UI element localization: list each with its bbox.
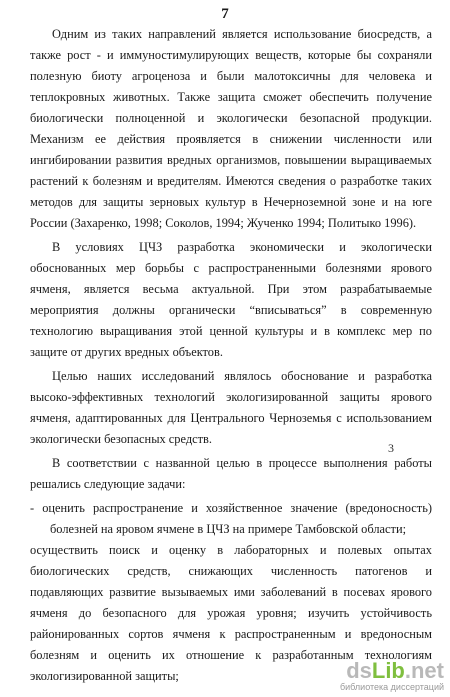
watermark-logo [324,660,444,693]
task-bullet: - оценить распространение и хозяйственное значение (вредоносность) болезней на яровом ячмене в ЦЧЗ на примере Тамбовской области; [30,501,432,536]
watermark-net: .net [404,658,444,683]
paragraph-tasks-intro: В соответствии с названной целью в процессе выполнения работы решались следующие задачи: [30,456,432,491]
paragraph-biosredstva: Одним из таких направлений является использование биосредств, а также рост - и иммуностимулирующих веществ, которые бы сохраняли полезную биоту агроценоза и были малотоксичны для человека и теплокровных животных. Также защита сможет обеспечить получение биологически полноценной и экологически безопасной продукции. Механизм ее действия проявляется в снижении численности или ингибировании развития вредных организмов, повышении выращиваемых растений к болезням и вредителям. Имеются сведения о разработке таких методов для защиты зерновых культур в Нечерноземной зоне и на юге России (Захаренко, 1998; Соколов, 1994; Жученко 1994; Политыко 1996). [30,27,432,230]
task-continuation: осуществить поиск и оценку в лабораторных и полевых опытах биологических средств, снижающих численность патогенов и подавляющих развитие вызываемых ими заболеваний в посевах ярового ячменя до безопасного для урожая уровня; изучить устойчивость районированных сортов ячменя к распространенным и вредоносным болезням и оценить их отношение к разработанным технологиям экологизированной защиты; [30,543,432,683]
watermark-lib: Lib [371,658,405,683]
document-body [30,24,432,690]
paragraph-research-goal: Целью наших исследований являлось обоснование и разработка высоко-эффективных технологий экологизированной защиты ярового ячменя, адаптированных для Центрального Черноземья с использованием экологически безопасных средств. [30,369,432,446]
page-number: 7 [221,6,229,22]
watermark-subtitle: библиотека диссертаций [339,682,444,692]
paragraph-czz-conditions: В условиях ЦЧЗ разработка экономически и экологически обоснованных мер борьбы с распространенными болезнями ярового ячменя, является весьма актуальной. При этом разрабатываемые мероприятия должны органически “вписываться” в современную технологию выращивания этой ценной культуры и в комплекс мер по защите от других вредных объектов. [30,240,432,359]
stray-mark: 3 [388,441,394,455]
watermark-ds: ds [346,658,372,683]
